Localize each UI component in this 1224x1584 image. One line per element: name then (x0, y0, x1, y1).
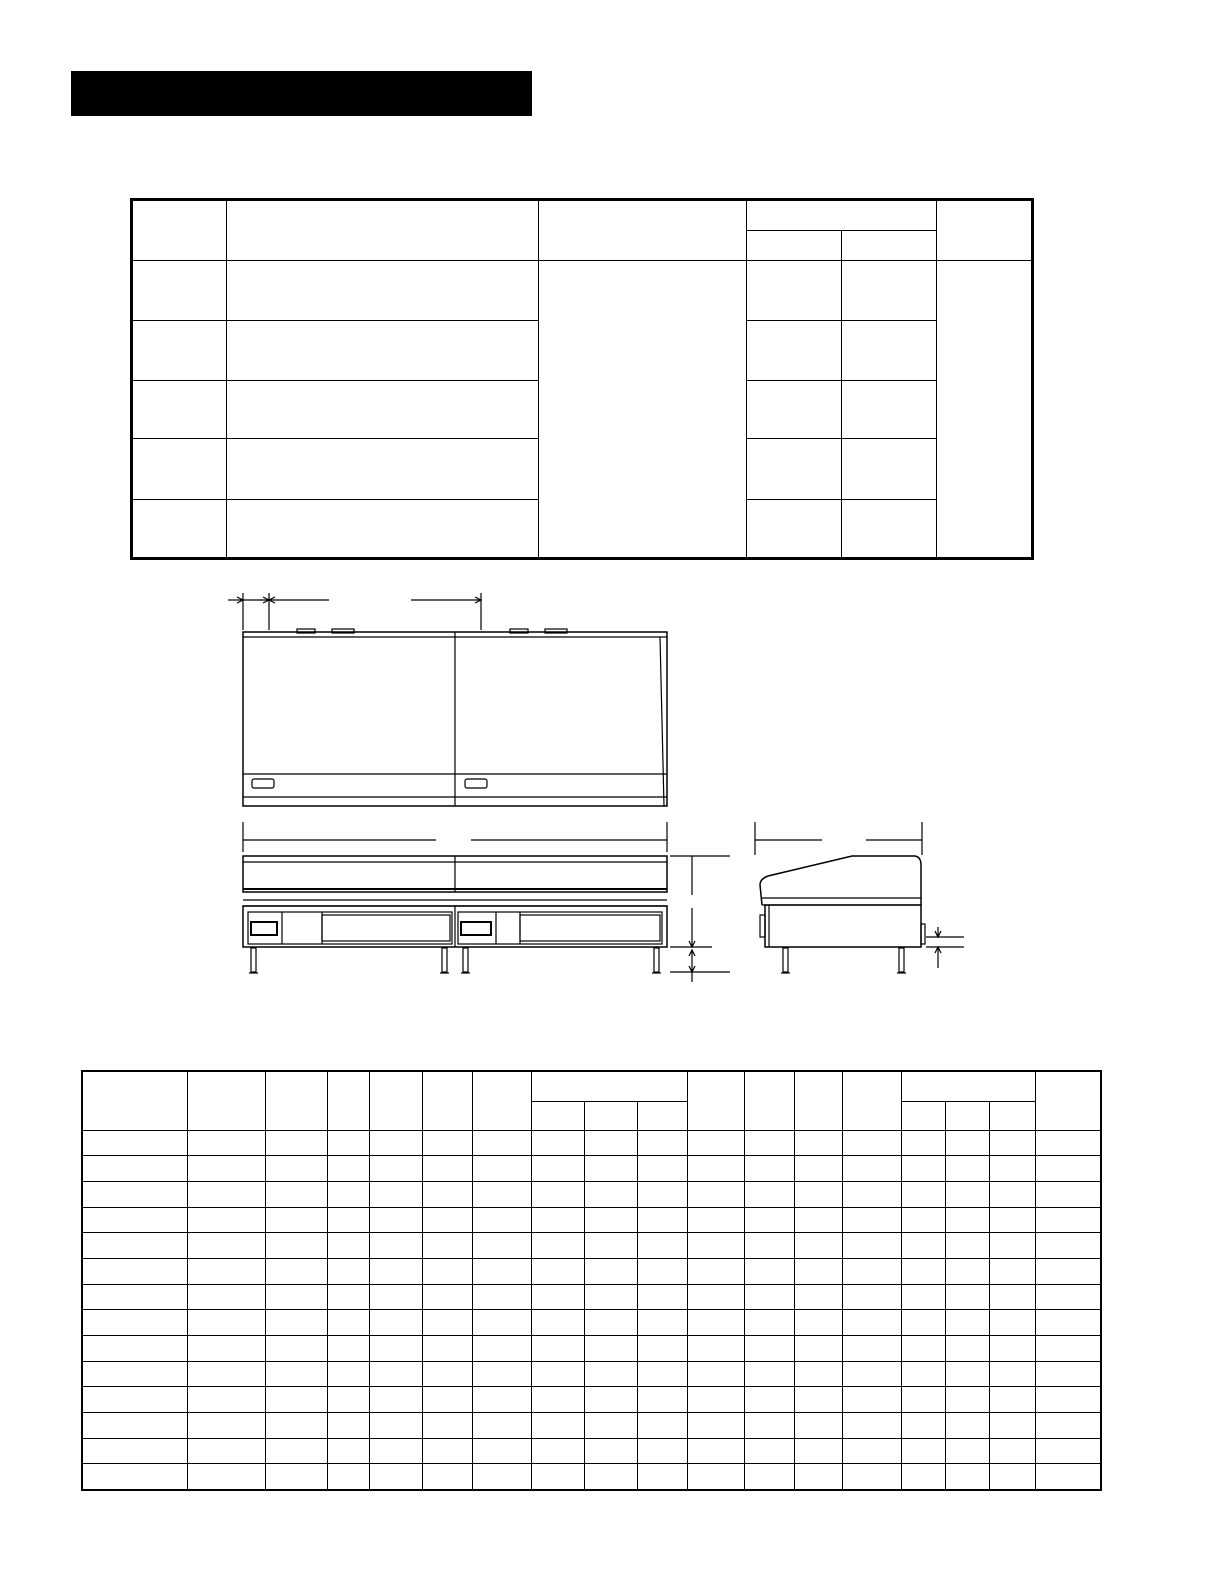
table-cell (187, 1336, 265, 1362)
table-cell (637, 1207, 687, 1233)
table-cell (744, 1387, 794, 1413)
table-cell (327, 1233, 369, 1259)
table-row (82, 1181, 1101, 1207)
table-cell (82, 1181, 187, 1207)
table-cell (531, 1258, 584, 1284)
table-cell (187, 1464, 265, 1490)
table-cell (82, 1464, 187, 1490)
table-cell (472, 1181, 531, 1207)
table-cell (82, 1284, 187, 1310)
table-cell (422, 1413, 472, 1439)
table-cell (945, 1464, 989, 1490)
table-cell (744, 1156, 794, 1182)
table-cell (327, 1284, 369, 1310)
table-cell (531, 1156, 584, 1182)
table-cell (901, 1387, 945, 1413)
plan-view (243, 629, 667, 806)
table-cell (187, 1413, 265, 1439)
table-cell (187, 1207, 265, 1233)
table-cell (472, 1438, 531, 1464)
table-cell (842, 1336, 901, 1362)
table-cell (989, 1258, 1035, 1284)
table-cell (842, 1361, 901, 1387)
table-cell (531, 1310, 584, 1336)
table-cell (187, 1438, 265, 1464)
table-row (82, 1310, 1101, 1336)
table-cell (901, 1336, 945, 1362)
table-cell (472, 1464, 531, 1490)
table-cell (794, 1310, 842, 1336)
table-cell (584, 1310, 637, 1336)
table-cell (422, 1361, 472, 1387)
table-cell (187, 1310, 265, 1336)
table-cell (187, 1258, 265, 1284)
table-cell (187, 1156, 265, 1182)
table-cell (369, 1156, 422, 1182)
table-cell (584, 1464, 637, 1490)
table-cell (187, 1233, 265, 1259)
table-cell (1035, 1464, 1101, 1490)
table-cell (327, 1464, 369, 1490)
table-cell (842, 1156, 901, 1182)
table-cell (472, 1361, 531, 1387)
table-cell (901, 1130, 945, 1156)
front-width-dimension (243, 822, 667, 852)
table-cell (1035, 1207, 1101, 1233)
table-cell (1035, 1361, 1101, 1387)
table-cell (842, 1284, 901, 1310)
table-cell (422, 1233, 472, 1259)
table-cell (82, 1361, 187, 1387)
table-cell (187, 1130, 265, 1156)
table-cell (369, 1310, 422, 1336)
table-cell (327, 1310, 369, 1336)
data-table-body (82, 1130, 1101, 1490)
table-cell (687, 1387, 744, 1413)
table-cell (687, 1438, 744, 1464)
table-cell (637, 1258, 687, 1284)
table-row (82, 1413, 1101, 1439)
table-cell (901, 1464, 945, 1490)
table-cell (265, 1387, 327, 1413)
table-cell (744, 1438, 794, 1464)
table-cell (989, 1361, 1035, 1387)
side-height-dimension (926, 927, 964, 968)
table-cell (472, 1258, 531, 1284)
table-cell (584, 1130, 637, 1156)
front-height-dimensions (670, 856, 730, 982)
table-cell (1035, 1181, 1101, 1207)
table-cell (945, 1438, 989, 1464)
table-row (82, 1233, 1101, 1259)
table-cell (901, 1310, 945, 1336)
table-cell (794, 1207, 842, 1233)
table-cell (842, 1258, 901, 1284)
table-cell (687, 1284, 744, 1310)
table-cell (472, 1207, 531, 1233)
table-cell (901, 1413, 945, 1439)
table-cell (794, 1464, 842, 1490)
table-cell (687, 1413, 744, 1439)
table-cell (989, 1156, 1035, 1182)
table-cell (187, 1387, 265, 1413)
table-row (82, 1361, 1101, 1387)
table-cell (842, 1464, 901, 1490)
table-cell (82, 1387, 187, 1413)
table-cell (744, 1413, 794, 1439)
table-cell (584, 1361, 637, 1387)
data-header-group (531, 1071, 687, 1101)
table-row (82, 1464, 1101, 1490)
table-cell (472, 1336, 531, 1362)
table-cell (327, 1258, 369, 1284)
table-cell (584, 1336, 637, 1362)
table-cell (637, 1438, 687, 1464)
table-cell (794, 1387, 842, 1413)
table-cell (422, 1336, 472, 1362)
table-row (82, 1207, 1101, 1233)
table-cell (989, 1310, 1035, 1336)
table-cell (265, 1181, 327, 1207)
table-cell (842, 1438, 901, 1464)
table-cell (327, 1156, 369, 1182)
table-cell (472, 1130, 531, 1156)
table-cell (637, 1130, 687, 1156)
table-cell (82, 1156, 187, 1182)
table-cell (901, 1207, 945, 1233)
table-cell (265, 1361, 327, 1387)
table-cell (901, 1438, 945, 1464)
table-cell (422, 1464, 472, 1490)
table-cell (82, 1130, 187, 1156)
top-dimension-lines (228, 593, 481, 630)
table-cell (901, 1258, 945, 1284)
table-cell (842, 1413, 901, 1439)
table-cell (842, 1310, 901, 1336)
table-cell (744, 1130, 794, 1156)
table-cell (901, 1233, 945, 1259)
table-cell (265, 1130, 327, 1156)
table-cell (945, 1413, 989, 1439)
front-view (243, 856, 667, 973)
table-cell (794, 1181, 842, 1207)
table-cell (265, 1233, 327, 1259)
table-cell (82, 1310, 187, 1336)
table-cell (794, 1413, 842, 1439)
table-cell (901, 1361, 945, 1387)
side-view (755, 822, 925, 973)
table-cell (794, 1130, 842, 1156)
table-cell (794, 1361, 842, 1387)
table-cell (327, 1387, 369, 1413)
table-cell (687, 1336, 744, 1362)
table-cell (989, 1181, 1035, 1207)
table-cell (369, 1207, 422, 1233)
table-cell (744, 1284, 794, 1310)
table-cell (327, 1336, 369, 1362)
table-cell (1035, 1130, 1101, 1156)
table-cell (472, 1387, 531, 1413)
table-cell (422, 1207, 472, 1233)
table-cell (637, 1413, 687, 1439)
table-cell (369, 1464, 422, 1490)
table-cell (422, 1310, 472, 1336)
table-cell (901, 1284, 945, 1310)
table-cell (369, 1284, 422, 1310)
table-cell (744, 1233, 794, 1259)
table-cell (687, 1181, 744, 1207)
table-cell (531, 1438, 584, 1464)
table-cell (744, 1336, 794, 1362)
table-cell (989, 1438, 1035, 1464)
table-cell (794, 1336, 842, 1362)
table-cell (687, 1156, 744, 1182)
table-cell (369, 1336, 422, 1362)
table-cell (531, 1464, 584, 1490)
table-cell (687, 1207, 744, 1233)
table-cell (584, 1438, 637, 1464)
table-cell (327, 1130, 369, 1156)
table-cell (1035, 1413, 1101, 1439)
table-cell (842, 1130, 901, 1156)
table-cell (327, 1413, 369, 1439)
table-cell (1035, 1258, 1101, 1284)
table-cell (794, 1233, 842, 1259)
table-cell (637, 1387, 687, 1413)
table-cell (472, 1413, 531, 1439)
data-header-group (901, 1071, 1035, 1101)
table-cell (82, 1438, 187, 1464)
table-cell (472, 1156, 531, 1182)
table-cell (989, 1207, 1035, 1233)
table-cell (1035, 1233, 1101, 1259)
table-cell (744, 1207, 794, 1233)
table-cell (945, 1181, 989, 1207)
table-row (82, 1284, 1101, 1310)
table-cell (327, 1207, 369, 1233)
table-cell (531, 1361, 584, 1387)
table-cell (794, 1284, 842, 1310)
table-cell (637, 1464, 687, 1490)
table-cell (369, 1387, 422, 1413)
table-cell (842, 1181, 901, 1207)
table-cell (1035, 1284, 1101, 1310)
table-cell (422, 1258, 472, 1284)
table-cell (637, 1233, 687, 1259)
table-cell (989, 1233, 1035, 1259)
table-cell (82, 1233, 187, 1259)
table-cell (531, 1130, 584, 1156)
table-cell (187, 1361, 265, 1387)
table-cell (637, 1361, 687, 1387)
table-cell (945, 1361, 989, 1387)
table-cell (945, 1258, 989, 1284)
table-cell (82, 1207, 187, 1233)
table-cell (901, 1156, 945, 1182)
table-cell (687, 1464, 744, 1490)
table-cell (1035, 1310, 1101, 1336)
table-cell (531, 1336, 584, 1362)
table-cell (531, 1387, 584, 1413)
table-cell (584, 1387, 637, 1413)
table-cell (265, 1284, 327, 1310)
table-cell (794, 1156, 842, 1182)
table-cell (422, 1181, 472, 1207)
table-cell (472, 1310, 531, 1336)
table-cell (637, 1336, 687, 1362)
table-cell (531, 1413, 584, 1439)
table-cell (422, 1284, 472, 1310)
table-cell (584, 1413, 637, 1439)
table-cell (422, 1438, 472, 1464)
table-cell (794, 1438, 842, 1464)
table-cell (265, 1464, 327, 1490)
table-cell (265, 1258, 327, 1284)
table-cell (422, 1156, 472, 1182)
table-cell (637, 1181, 687, 1207)
data-table (81, 1070, 1102, 1491)
table-cell (82, 1336, 187, 1362)
table-cell (842, 1387, 901, 1413)
table-cell (584, 1181, 637, 1207)
table-row (82, 1258, 1101, 1284)
table-row (82, 1387, 1101, 1413)
table-cell (637, 1310, 687, 1336)
table-cell (989, 1464, 1035, 1490)
table-cell (687, 1361, 744, 1387)
table-cell (794, 1258, 842, 1284)
table-cell (687, 1233, 744, 1259)
table-cell (369, 1361, 422, 1387)
table-cell (584, 1284, 637, 1310)
table-cell (584, 1156, 637, 1182)
table-cell (989, 1413, 1035, 1439)
table-cell (82, 1413, 187, 1439)
table-row (82, 1130, 1101, 1156)
table-cell (989, 1130, 1035, 1156)
table-cell (744, 1310, 794, 1336)
table-cell (265, 1413, 327, 1439)
table-cell (945, 1310, 989, 1336)
table-cell (744, 1361, 794, 1387)
table-cell (369, 1258, 422, 1284)
table-cell (945, 1284, 989, 1310)
table-cell (327, 1361, 369, 1387)
table-cell (842, 1233, 901, 1259)
table-cell (945, 1207, 989, 1233)
table-cell (531, 1207, 584, 1233)
table-cell (584, 1258, 637, 1284)
table-cell (531, 1284, 584, 1310)
table-cell (531, 1181, 584, 1207)
table-cell (265, 1156, 327, 1182)
table-cell (989, 1387, 1035, 1413)
table-cell (744, 1181, 794, 1207)
table-cell (945, 1156, 989, 1182)
table-cell (472, 1284, 531, 1310)
table-cell (327, 1181, 369, 1207)
table-cell (687, 1310, 744, 1336)
table-cell (945, 1387, 989, 1413)
table-cell (369, 1130, 422, 1156)
table-row (82, 1438, 1101, 1464)
table-cell (945, 1336, 989, 1362)
table-cell (265, 1438, 327, 1464)
table-cell (369, 1438, 422, 1464)
table-cell (744, 1464, 794, 1490)
table-cell (1035, 1336, 1101, 1362)
table-cell (265, 1310, 327, 1336)
table-cell (369, 1413, 422, 1439)
table-cell (1035, 1156, 1101, 1182)
table-row (82, 1156, 1101, 1182)
table-cell (945, 1130, 989, 1156)
table-cell (842, 1207, 901, 1233)
table-cell (422, 1130, 472, 1156)
table-cell (265, 1207, 327, 1233)
table-cell (187, 1181, 265, 1207)
table-cell (901, 1181, 945, 1207)
table-cell (327, 1438, 369, 1464)
table-cell (1035, 1438, 1101, 1464)
table-cell (1035, 1387, 1101, 1413)
table-cell (265, 1336, 327, 1362)
table-cell (422, 1387, 472, 1413)
table-cell (989, 1336, 1035, 1362)
table-cell (472, 1233, 531, 1259)
table-cell (687, 1130, 744, 1156)
table-cell (945, 1233, 989, 1259)
table-row (82, 1336, 1101, 1362)
table-cell (637, 1284, 687, 1310)
table-cell (687, 1258, 744, 1284)
table-cell (531, 1233, 584, 1259)
table-cell (187, 1284, 265, 1310)
table-cell (369, 1233, 422, 1259)
table-cell (82, 1258, 187, 1284)
table-cell (989, 1284, 1035, 1310)
table-cell (744, 1258, 794, 1284)
table-cell (584, 1233, 637, 1259)
table-cell (637, 1156, 687, 1182)
table-cell (369, 1181, 422, 1207)
table-cell (584, 1207, 637, 1233)
